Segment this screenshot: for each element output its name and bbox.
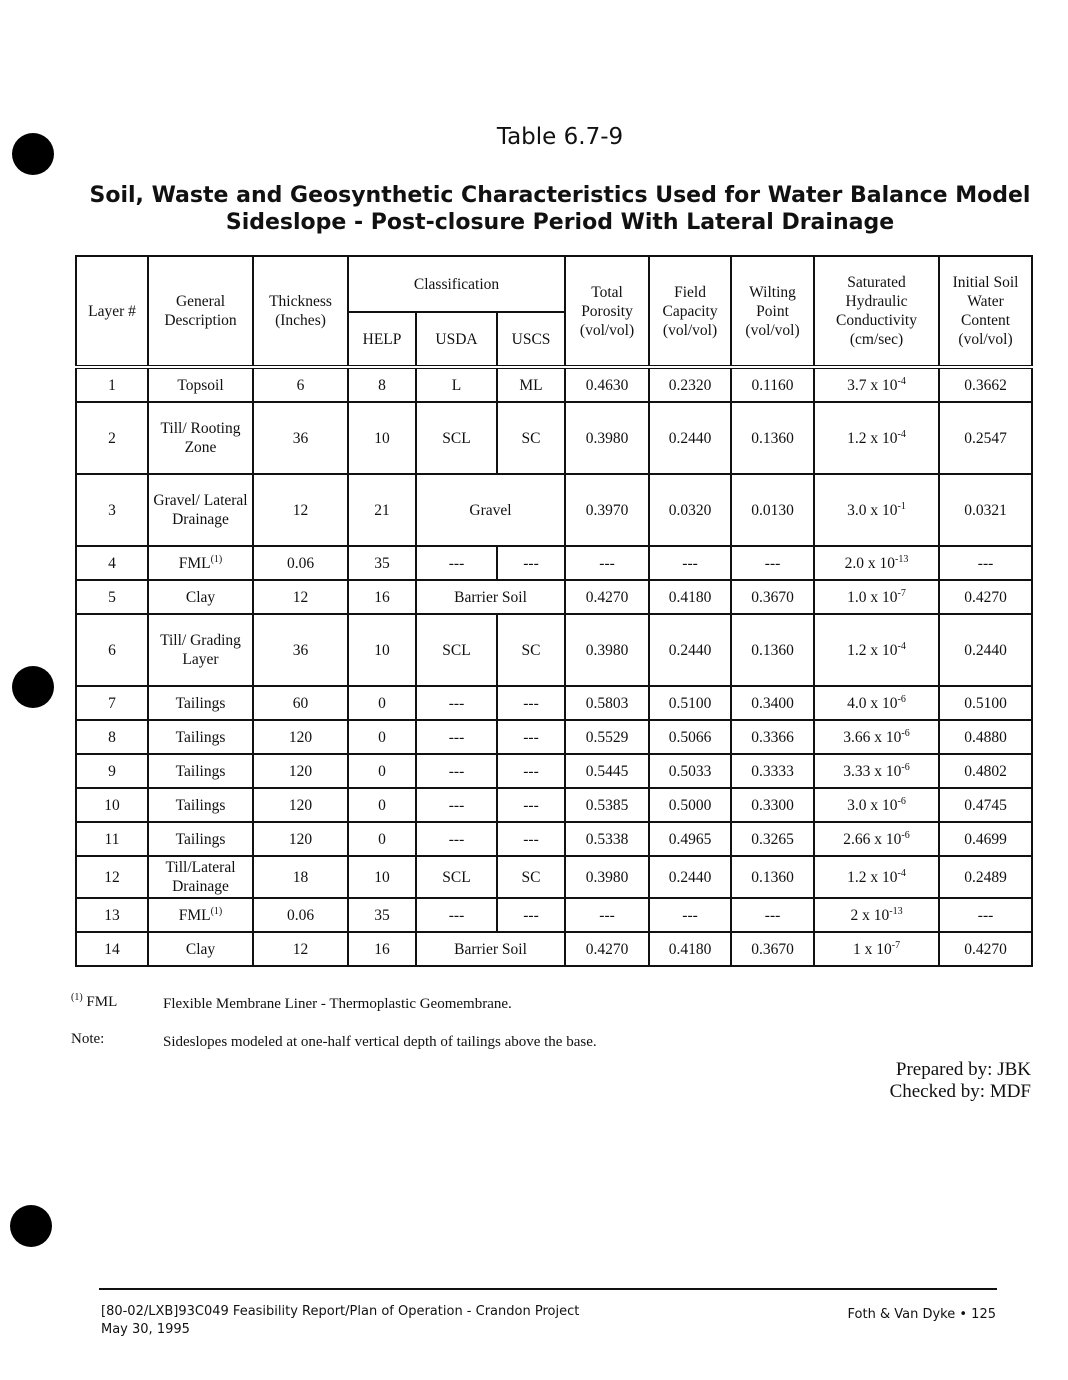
cell-help: 0 xyxy=(348,788,416,822)
description-text: Topsoil xyxy=(177,376,224,394)
cell-porosity: --- xyxy=(565,546,649,580)
table-row xyxy=(76,686,1032,720)
cell-layer: 9 xyxy=(76,754,148,788)
footer-page: Foth & Van Dyke • 125 xyxy=(847,1307,996,1322)
cell-uscs: --- xyxy=(497,788,565,822)
table-row xyxy=(76,580,1032,614)
cell-porosity: 0.5338 xyxy=(565,822,649,856)
conductivity-exponent: -6 xyxy=(901,727,910,739)
checked-by: Checked by: MDF xyxy=(889,1081,1031,1102)
cell-field-capacity: --- xyxy=(649,898,731,932)
table-row xyxy=(76,932,1032,966)
conductivity-exponent: -7 xyxy=(891,939,901,951)
cell-description xyxy=(148,402,253,474)
table-row xyxy=(76,788,1032,822)
cell-field-capacity: 0.2440 xyxy=(649,856,731,898)
header-thickness: Thickness (Inches) xyxy=(253,256,348,367)
cell-layer: 10 xyxy=(76,788,148,822)
cell-field-capacity: 0.5100 xyxy=(649,686,731,720)
conductivity-mantissa: 2 x 10 xyxy=(850,906,890,924)
cell-wilting-point: --- xyxy=(731,546,814,580)
table-row xyxy=(76,822,1032,856)
cell-field-capacity: 0.5000 xyxy=(649,788,731,822)
cell-conductivity xyxy=(814,856,939,898)
cell-classification-merged: Barrier Soil xyxy=(416,580,565,614)
conductivity-exponent: -6 xyxy=(897,795,906,807)
cell-wilting-point: 0.0130 xyxy=(731,474,814,546)
cell-field-capacity: 0.5066 xyxy=(649,720,731,754)
table-row xyxy=(76,402,1032,474)
cell-porosity: 0.4270 xyxy=(565,580,649,614)
cell-classification-merged: Gravel xyxy=(416,474,565,546)
cell-usda: --- xyxy=(416,754,497,788)
cell-initial-water: 0.4880 xyxy=(939,720,1032,754)
cell-initial-water: 0.4270 xyxy=(939,580,1032,614)
cell-initial-water: 0.5100 xyxy=(939,686,1032,720)
header-usda: USDA xyxy=(416,312,497,367)
description-text: Tailings xyxy=(175,762,226,780)
cell-layer: 8 xyxy=(76,720,148,754)
description-text: Tailings xyxy=(175,796,226,814)
cell-thickness: 60 xyxy=(253,686,348,720)
cell-description xyxy=(148,788,253,822)
cell-wilting-point: 0.1360 xyxy=(731,402,814,474)
cell-help: 0 xyxy=(348,754,416,788)
cell-uscs: ML xyxy=(497,367,565,402)
description-text: Till/ Rooting Zone xyxy=(160,420,241,456)
cell-usda: SCL xyxy=(416,402,497,474)
conductivity-mantissa: 2.66 x 10 xyxy=(843,830,902,848)
cell-field-capacity: 0.2320 xyxy=(649,367,731,402)
cell-initial-water: 0.2547 xyxy=(939,402,1032,474)
cell-thickness: 0.06 xyxy=(253,546,348,580)
cell-porosity: 0.5385 xyxy=(565,788,649,822)
cell-conductivity xyxy=(814,754,939,788)
cell-uscs: SC xyxy=(497,614,565,686)
cell-thickness: 120 xyxy=(253,822,348,856)
footnote-text: Flexible Membrane Liner - Thermoplastic Geomembrane. xyxy=(163,996,512,1012)
cell-uscs: SC xyxy=(497,402,565,474)
conductivity-exponent: -6 xyxy=(901,829,910,841)
cell-wilting-point: 0.3670 xyxy=(731,932,814,966)
cell-initial-water: 0.4802 xyxy=(939,754,1032,788)
cell-layer: 6 xyxy=(76,614,148,686)
cell-uscs: --- xyxy=(497,720,565,754)
punch-hole xyxy=(10,1205,52,1247)
cell-layer: 4 xyxy=(76,546,148,580)
cell-layer: 14 xyxy=(76,932,148,966)
footnote-ref: (1) xyxy=(210,553,223,565)
cell-field-capacity: 0.0320 xyxy=(649,474,731,546)
cell-description xyxy=(148,856,253,898)
cell-description xyxy=(148,474,253,546)
header-wilting-point: Wilting Point (vol/vol) xyxy=(731,256,814,367)
cell-description xyxy=(148,898,253,932)
cell-wilting-point: 0.3333 xyxy=(731,754,814,788)
cell-thickness: 120 xyxy=(253,720,348,754)
cell-porosity: 0.3970 xyxy=(565,474,649,546)
cell-initial-water: 0.4699 xyxy=(939,822,1032,856)
cell-field-capacity: --- xyxy=(649,546,731,580)
table-row xyxy=(76,856,1032,898)
conductivity-mantissa: 3.0 x 10 xyxy=(847,796,898,814)
footer-ref-line: [80-02/LXB]93C049 Feasibility Report/Plan of Operation - Crandon Project xyxy=(101,1304,580,1319)
table-row xyxy=(76,546,1032,580)
description-text: Gravel/ Lateral Drainage xyxy=(153,492,248,528)
description-text: Tailings xyxy=(175,728,226,746)
cell-uscs: SC xyxy=(497,856,565,898)
cell-thickness: 18 xyxy=(253,856,348,898)
cell-thickness: 36 xyxy=(253,402,348,474)
description-text: Till/Lateral Drainage xyxy=(165,859,236,895)
cell-conductivity xyxy=(814,614,939,686)
cell-usda: --- xyxy=(416,686,497,720)
cell-description xyxy=(148,546,253,580)
conductivity-mantissa: 1.2 x 10 xyxy=(847,641,898,659)
cell-description xyxy=(148,686,253,720)
cell-uscs: --- xyxy=(497,898,565,932)
characteristics-table xyxy=(75,255,1033,967)
cell-usda: --- xyxy=(416,788,497,822)
cell-porosity: 0.4630 xyxy=(565,367,649,402)
cell-conductivity xyxy=(814,788,939,822)
conductivity-exponent: -13 xyxy=(889,905,903,917)
cell-help: 10 xyxy=(348,402,416,474)
cell-layer: 7 xyxy=(76,686,148,720)
cell-uscs: --- xyxy=(497,822,565,856)
conductivity-exponent: -7 xyxy=(897,587,906,599)
cell-conductivity xyxy=(814,580,939,614)
header-uscs: USCS xyxy=(497,312,565,367)
header-description: General Description xyxy=(148,256,253,367)
description-text: Clay xyxy=(185,588,216,606)
header-field-capacity: Field Capacity (vol/vol) xyxy=(649,256,731,367)
cell-help: 16 xyxy=(348,580,416,614)
cell-conductivity xyxy=(814,898,939,932)
cell-thickness: 120 xyxy=(253,788,348,822)
table-body xyxy=(76,367,1032,966)
cell-wilting-point: 0.1160 xyxy=(731,367,814,402)
cell-help: 10 xyxy=(348,614,416,686)
cell-layer: 12 xyxy=(76,856,148,898)
cell-usda: --- xyxy=(416,822,497,856)
footnote-ref: (1) xyxy=(210,905,223,917)
cell-initial-water: 0.2440 xyxy=(939,614,1032,686)
cell-conductivity xyxy=(814,474,939,546)
cell-layer: 1 xyxy=(76,367,148,402)
cell-thickness: 12 xyxy=(253,932,348,966)
header-porosity: Total Porosity (vol/vol) xyxy=(565,256,649,367)
conductivity-mantissa: 1.0 x 10 xyxy=(847,588,898,606)
cell-layer: 5 xyxy=(76,580,148,614)
conductivity-mantissa: 1 x 10 xyxy=(852,940,892,958)
cell-porosity: 0.5529 xyxy=(565,720,649,754)
cell-help: 0 xyxy=(348,686,416,720)
cell-layer: 2 xyxy=(76,402,148,474)
cell-wilting-point: 0.1360 xyxy=(731,856,814,898)
conductivity-exponent: -1 xyxy=(897,500,906,512)
note-text: Sideslopes modeled at one-half vertical depth of tailings above the base. xyxy=(163,1034,597,1050)
cell-field-capacity: 0.4180 xyxy=(649,932,731,966)
footnote-marker: $^{(1)}$ FML xyxy=(71,992,118,1010)
cell-conductivity xyxy=(814,932,939,966)
description-text: Tailings xyxy=(175,830,226,848)
cell-help: 21 xyxy=(348,474,416,546)
conductivity-mantissa: 1.2 x 10 xyxy=(847,868,898,886)
conductivity-exponent: -6 xyxy=(901,761,910,773)
cell-uscs: --- xyxy=(497,686,565,720)
cell-description xyxy=(148,614,253,686)
cell-field-capacity: 0.5033 xyxy=(649,754,731,788)
cell-initial-water: 0.2489 xyxy=(939,856,1032,898)
cell-uscs: --- xyxy=(497,546,565,580)
header-layer: Layer # xyxy=(76,256,148,367)
cell-layer: 13 xyxy=(76,898,148,932)
header-initial-water: Initial Soil Water Content (vol/vol) xyxy=(939,256,1032,367)
cell-help: 8 xyxy=(348,367,416,402)
prepared-by: Prepared by: JBK xyxy=(895,1059,1031,1080)
description-text: Clay xyxy=(185,940,216,958)
conductivity-mantissa: 3.0 x 10 xyxy=(847,501,898,519)
cell-initial-water: --- xyxy=(939,546,1032,580)
cell-thickness: 6 xyxy=(253,367,348,402)
cell-description xyxy=(148,822,253,856)
header-conductivity: Saturated Hydraulic Conductivity (cm/sec) xyxy=(814,256,939,367)
cell-field-capacity: 0.4965 xyxy=(649,822,731,856)
table-row xyxy=(76,754,1032,788)
conductivity-exponent: -4 xyxy=(897,867,906,879)
table-title-line-1: Soil, Waste and Geosynthetic Characteristics Used for Water Balance Model xyxy=(89,183,1031,208)
cell-field-capacity: 0.2440 xyxy=(649,614,731,686)
table-number: Table 6.7-9 xyxy=(496,124,624,150)
cell-field-capacity: 0.2440 xyxy=(649,402,731,474)
cell-wilting-point: 0.3300 xyxy=(731,788,814,822)
cell-wilting-point: 0.3670 xyxy=(731,580,814,614)
note-label: Note: xyxy=(71,1031,105,1047)
cell-initial-water: 0.0321 xyxy=(939,474,1032,546)
cell-conductivity xyxy=(814,546,939,580)
cell-usda: --- xyxy=(416,720,497,754)
cell-initial-water: 0.3662 xyxy=(939,367,1032,402)
conductivity-mantissa: 3.66 x 10 xyxy=(843,728,902,746)
cell-thickness: 0.06 xyxy=(253,898,348,932)
cell-thickness: 12 xyxy=(253,580,348,614)
conductivity-exponent: -4 xyxy=(897,640,906,652)
table-row xyxy=(76,898,1032,932)
cell-help: 35 xyxy=(348,546,416,580)
cell-usda: --- xyxy=(416,898,497,932)
header-help: HELP xyxy=(348,312,416,367)
table-row xyxy=(76,614,1032,686)
cell-conductivity xyxy=(814,720,939,754)
table-row xyxy=(76,474,1032,546)
footer-date: May 30, 1995 xyxy=(101,1322,190,1337)
cell-conductivity xyxy=(814,822,939,856)
cell-wilting-point: 0.3265 xyxy=(731,822,814,856)
conductivity-exponent: -4 xyxy=(897,375,906,387)
cell-porosity: 0.4270 xyxy=(565,932,649,966)
cell-help: 10 xyxy=(348,856,416,898)
conductivity-exponent: -13 xyxy=(895,553,909,565)
table-title-line-2: Sideslope - Post-closure Period With Lateral Drainage xyxy=(225,210,895,235)
cell-description xyxy=(148,720,253,754)
description-text: FML xyxy=(178,554,211,572)
conductivity-exponent: -4 xyxy=(897,428,906,440)
cell-porosity: 0.3980 xyxy=(565,856,649,898)
cell-initial-water: --- xyxy=(939,898,1032,932)
cell-description xyxy=(148,754,253,788)
table-row xyxy=(76,720,1032,754)
cell-conductivity xyxy=(814,402,939,474)
cell-help: 0 xyxy=(348,720,416,754)
cell-thickness: 36 xyxy=(253,614,348,686)
cell-uscs: --- xyxy=(497,754,565,788)
punch-hole xyxy=(12,666,54,708)
cell-classification-merged: Barrier Soil xyxy=(416,932,565,966)
cell-wilting-point: 0.3400 xyxy=(731,686,814,720)
description-text: FML xyxy=(178,906,211,924)
cell-wilting-point: 0.3366 xyxy=(731,720,814,754)
header-classification: Classification xyxy=(348,256,565,312)
description-text: Till/ Grading Layer xyxy=(160,632,241,668)
cell-initial-water: 0.4270 xyxy=(939,932,1032,966)
cell-description xyxy=(148,932,253,966)
cell-porosity: 0.3980 xyxy=(565,402,649,474)
cell-initial-water: 0.4745 xyxy=(939,788,1032,822)
cell-usda: --- xyxy=(416,546,497,580)
cell-field-capacity: 0.4180 xyxy=(649,580,731,614)
conductivity-mantissa: 2.0 x 10 xyxy=(844,554,896,572)
table-row xyxy=(76,367,1032,402)
conductivity-mantissa: 1.2 x 10 xyxy=(847,429,898,447)
cell-porosity: 0.5445 xyxy=(565,754,649,788)
cell-porosity: --- xyxy=(565,898,649,932)
cell-usda: SCL xyxy=(416,856,497,898)
cell-layer: 3 xyxy=(76,474,148,546)
cell-porosity: 0.5803 xyxy=(565,686,649,720)
description-text: Tailings xyxy=(175,694,226,712)
cell-usda: L xyxy=(416,367,497,402)
cell-thickness: 12 xyxy=(253,474,348,546)
cell-conductivity xyxy=(814,367,939,402)
cell-help: 35 xyxy=(348,898,416,932)
cell-conductivity xyxy=(814,686,939,720)
conductivity-exponent: -6 xyxy=(897,693,906,705)
footer-reference xyxy=(101,1303,579,1339)
conductivity-mantissa: 3.7 x 10 xyxy=(847,376,898,394)
conductivity-mantissa: 3.33 x 10 xyxy=(843,762,902,780)
conductivity-mantissa: 4.0 x 10 xyxy=(847,694,898,712)
cell-wilting-point: --- xyxy=(731,898,814,932)
footer-rule xyxy=(99,1288,997,1290)
cell-wilting-point: 0.1360 xyxy=(731,614,814,686)
table-title xyxy=(0,182,1068,236)
cell-description xyxy=(148,367,253,402)
cell-help: 16 xyxy=(348,932,416,966)
cell-thickness: 120 xyxy=(253,754,348,788)
cell-usda: SCL xyxy=(416,614,497,686)
cell-help: 0 xyxy=(348,822,416,856)
cell-layer: 11 xyxy=(76,822,148,856)
cell-description xyxy=(148,580,253,614)
cell-porosity: 0.3980 xyxy=(565,614,649,686)
